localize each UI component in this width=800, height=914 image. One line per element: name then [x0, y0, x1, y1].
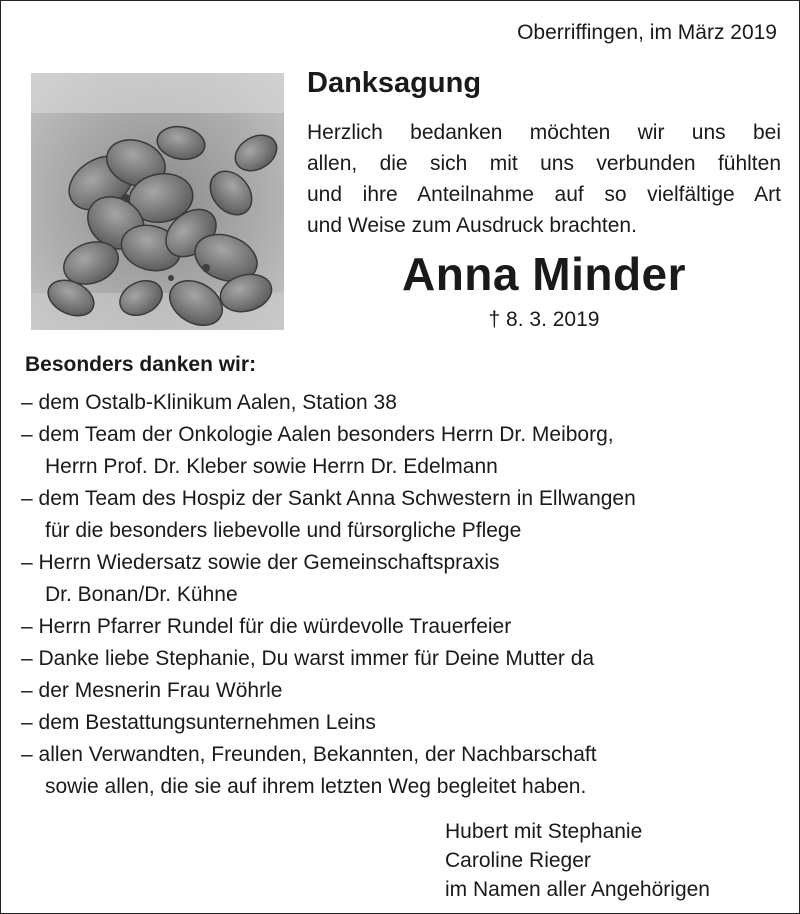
thanks-line: – Herrn Wiedersatz sowie der Gemeinschaftspraxis	[21, 551, 500, 574]
thanks-list	[21, 387, 781, 803]
thanks-line: für die besonders liebevolle und fürsorgliche Pflege	[45, 519, 522, 542]
signature-line: im Namen aller Angehörigen	[445, 878, 710, 901]
signature-block	[445, 817, 710, 904]
deceased-name: Anna Minder	[401, 248, 687, 300]
signature-line: Hubert mit Stephanie	[445, 820, 643, 843]
thanks-line: – dem Ostalb-Klinikum Aalen, Station 38	[21, 391, 397, 414]
intro-line: Herzlich bedanken möchten wir uns bei	[307, 121, 781, 144]
signature-line: Caroline Rieger	[445, 849, 591, 872]
intro-line: allen, die sich mit uns verbunden fühlten	[307, 152, 781, 175]
thanks-line: Dr. Bonan/Dr. Kühne	[45, 583, 238, 606]
thanks-line: – Herrn Pfarrer Rundel für die würdevolle Trauerfeier	[21, 615, 512, 638]
place-date: Oberriffingen, im März 2019	[517, 21, 777, 44]
thanks-line: – dem Bestattungsunternehmen Leins	[21, 711, 376, 734]
flower-photo	[31, 73, 284, 330]
thanks-line: – allen Verwandten, Freunden, Bekannten, der Nachbarschaft	[21, 743, 597, 766]
notice-heading: Danksagung	[307, 67, 482, 99]
death-date: † 8. 3. 2019	[488, 308, 600, 331]
thanks-line: – der Mesnerin Frau Wöhrle	[21, 679, 283, 702]
thanks-line: – dem Team der Onkologie Aalen besonders Herrn Dr. Meiborg,	[21, 423, 614, 446]
thanks-line: Herrn Prof. Dr. Kleber sowie Herrn Dr. Edelmann	[45, 455, 498, 478]
thanks-line: – Danke liebe Stephanie, Du warst immer für Deine Mutter da	[21, 647, 595, 670]
thanks-line: sowie allen, die sie auf ihrem letzten Weg begleitet haben.	[45, 775, 587, 798]
thanks-line: – dem Team des Hospiz der Sankt Anna Schwestern in Ellwangen	[21, 487, 636, 510]
thanks-title: Besonders danken wir:	[25, 353, 257, 376]
intro-line: und ihre Anteilnahme auf so vielfältige Art	[307, 183, 781, 206]
intro-line: und Weise zum Ausdruck brachten.	[307, 214, 637, 237]
intro-text	[307, 117, 781, 241]
